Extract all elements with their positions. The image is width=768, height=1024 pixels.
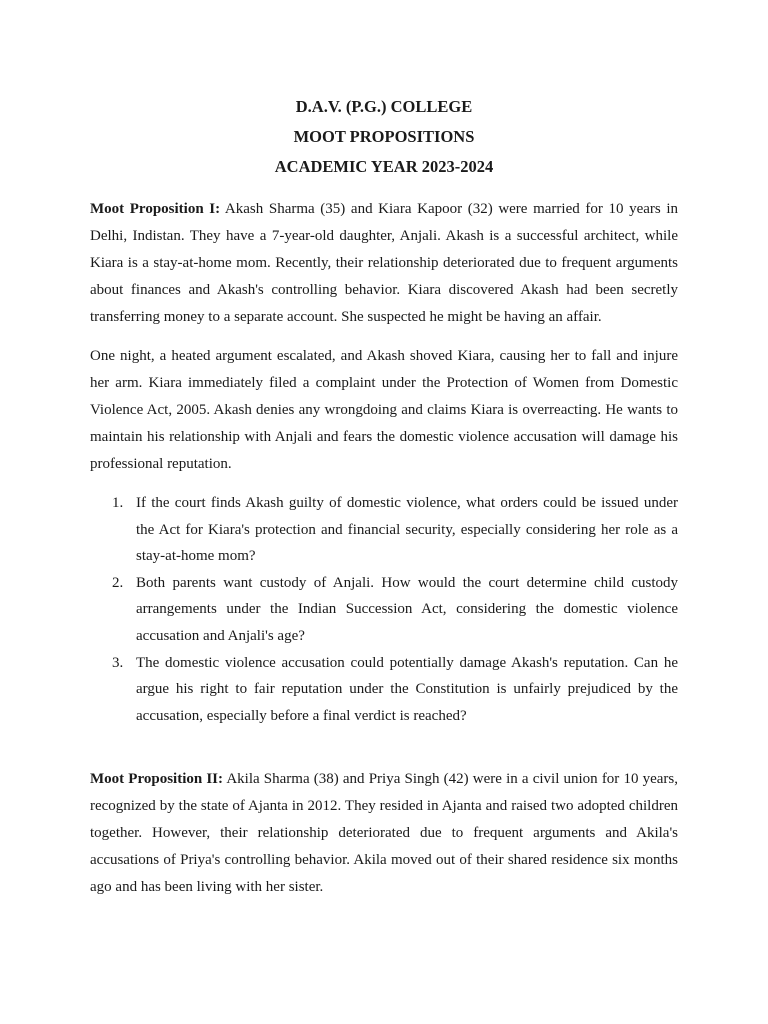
section-spacer	[90, 729, 678, 766]
question-item	[112, 490, 678, 570]
question-number: 2.	[112, 574, 124, 591]
document-header	[90, 92, 678, 182]
question-text: Both parents want custody of Anjali. How would the court determine child custody arrangements under the Indian Succession Act, considering the domestic violence accusation and Anjali's age?	[136, 574, 678, 644]
proposition-2-label: Moot Proposition II:	[90, 771, 224, 788]
proposition-2-intro	[90, 766, 678, 901]
document-title: MOOT PROPOSITIONS	[293, 127, 475, 146]
question-item	[112, 570, 678, 650]
academic-year: ACADEMIC YEAR 2023-2024	[274, 157, 494, 176]
proposition-1-facts: One night, a heated argument escalated, and Akash shoved Kiara, causing her to fall and injure her arm. Kiara immediately filed a complaint under the Protection of Women from Domestic Violence Act, 2005. Akash denies any wrongdoing and claims Kiara is overreacting. He wants to maintain his relationship with Anjali and fears the domestic violence accusation will damage his professional reputation.	[90, 348, 678, 472]
question-number: 1.	[112, 495, 124, 511]
proposition-1-intro	[90, 196, 678, 331]
question-text: If the court finds Akash guilty of domestic violence, what orders could be issued under the Act for Kiara's protection and financial security, especially considering her role as a stay-at-home mom?	[136, 495, 678, 565]
proposition-2-text: Akila Sharma (38) and Priya Singh (42) were in a civil union for 10 years, recognized by the state of Ajanta in 2012. They resided in Ajanta and raised two adopted children together. However, their relationship deteriorated due to frequent arguments and Akila's accusations of Priya's controlling behavior. Akila moved out of their shared residence six months ago and has been living with her sister.	[90, 771, 678, 896]
question-number: 3.	[112, 654, 124, 671]
question-item	[112, 650, 678, 730]
proposition-1-text: Akash Sharma (35) and Kiara Kapoor (32) were married for 10 years in Delhi, Indistan. They have a 7-year-old daughter, Anjali. Akash is a successful architect, while Kiara is a stay-at-home mom. Recently, their relationship deteriorated due to frequent arguments about finances and Akash's controlling behavior. Kiara discovered Akash had been secretly transferring money to a separate account. She suspected he might be having an affair.	[90, 201, 678, 325]
proposition-1-label: Moot Proposition I:	[90, 201, 221, 217]
college-name: D.A.V. (P.G.) COLLEGE	[295, 97, 473, 116]
question-text: The domestic violence accusation could potentially damage Akash's reputation. Can he argue his right to fair reputation under the Constitution is unfairly prejudiced by the accusation, especially before a final verdict is reached?	[136, 654, 678, 724]
proposition-1-questions	[90, 490, 678, 729]
